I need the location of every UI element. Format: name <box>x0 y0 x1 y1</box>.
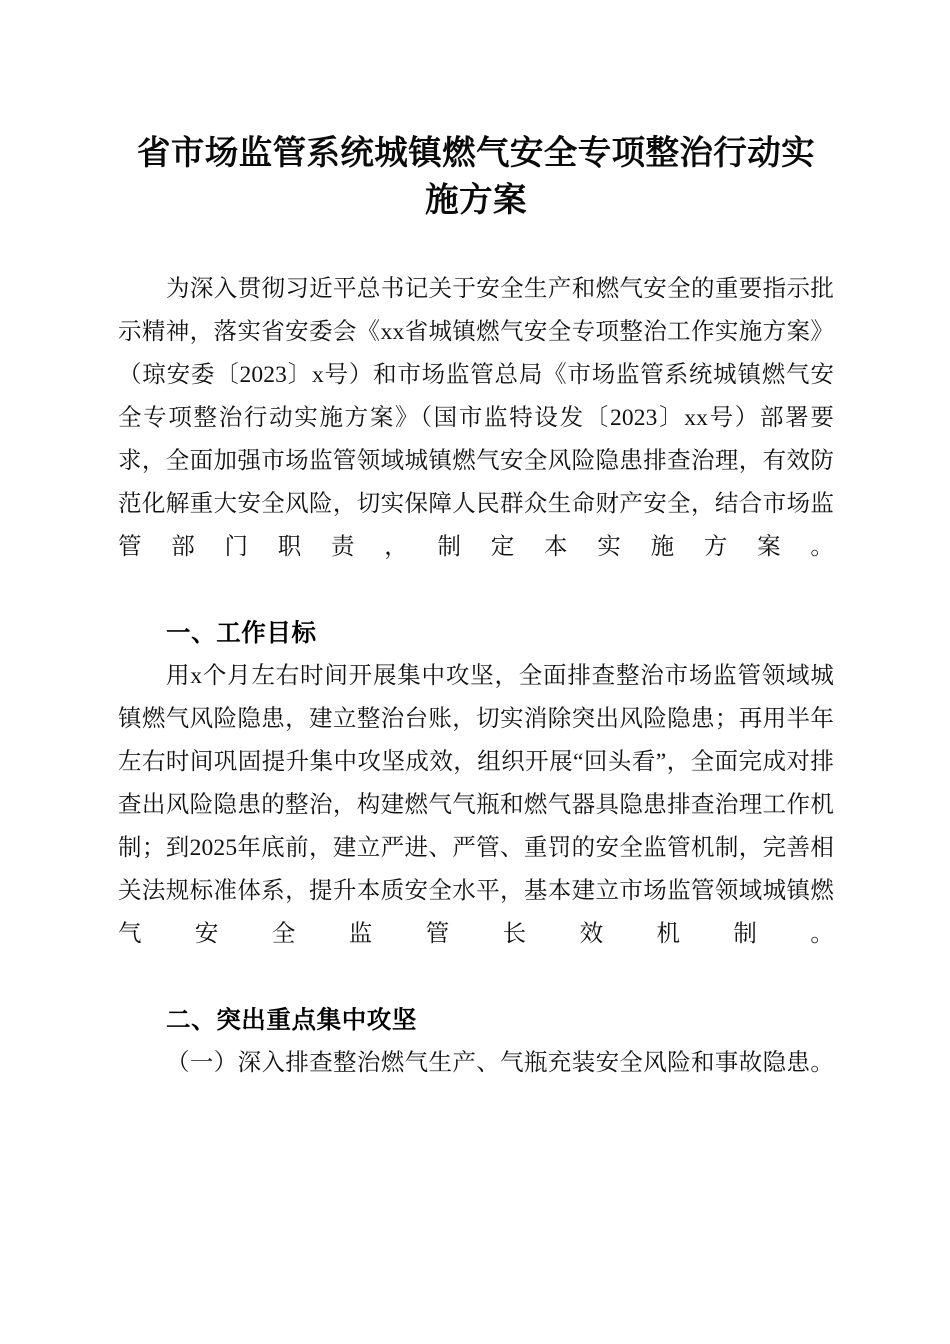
intro-paragraph: 为深入贯彻习近平总书记关于安全生产和燃气安全的重要指示批示精神，落实省安委会《xx省城镇燃气安全专项整治工作实施方案》（琼安委〔2023〕x号）和市场监管总局《市场监管系统城镇燃气安全专项整治行动实施方案》（国市监特设发〔2023〕xx号）部署要求，全面加强市场监管领域城镇燃气安全风险隐患排查治理，有效防范化解重大安全风险，切实保障人民群众生命财产安全，结合市场监管部门职责，制定本实施方案。 <box>118 276 834 560</box>
document-body <box>118 268 834 1128</box>
subsection-paragraph-1: （一）深入排查整治燃气生产、气瓶充装安全风险和事故隐患。 <box>166 1050 834 1076</box>
page-title <box>118 130 834 224</box>
page-title-line-1: 省市场监管系统城镇燃气安全专项整治行动实 <box>137 135 815 172</box>
section-heading-1: 一、工作目标 <box>166 620 317 647</box>
page-title-line-2: 施方案 <box>425 182 527 219</box>
section-heading-2: 二、突出重点集中攻坚 <box>166 1007 417 1034</box>
work-goal-paragraph: 用x个月左右时间开展集中攻坚，全面排查整治市场监管领域城镇燃气风险隐患，建立整治台账，切实消除突出风险隐患；再用半年左右时间巩固提升集中攻坚成效，组织开展“回头看”，全面完成对排查出风险隐患的整治，构建燃气气瓶和燃气器具隐患排查治理工作机制；到2025年底前，建立严进、严管、重罚的安全监管机制，完善相关法规标准体系，提升本质安全水平，基本建立市场监管领域城镇燃气安全监管长效机制。 <box>118 663 834 947</box>
